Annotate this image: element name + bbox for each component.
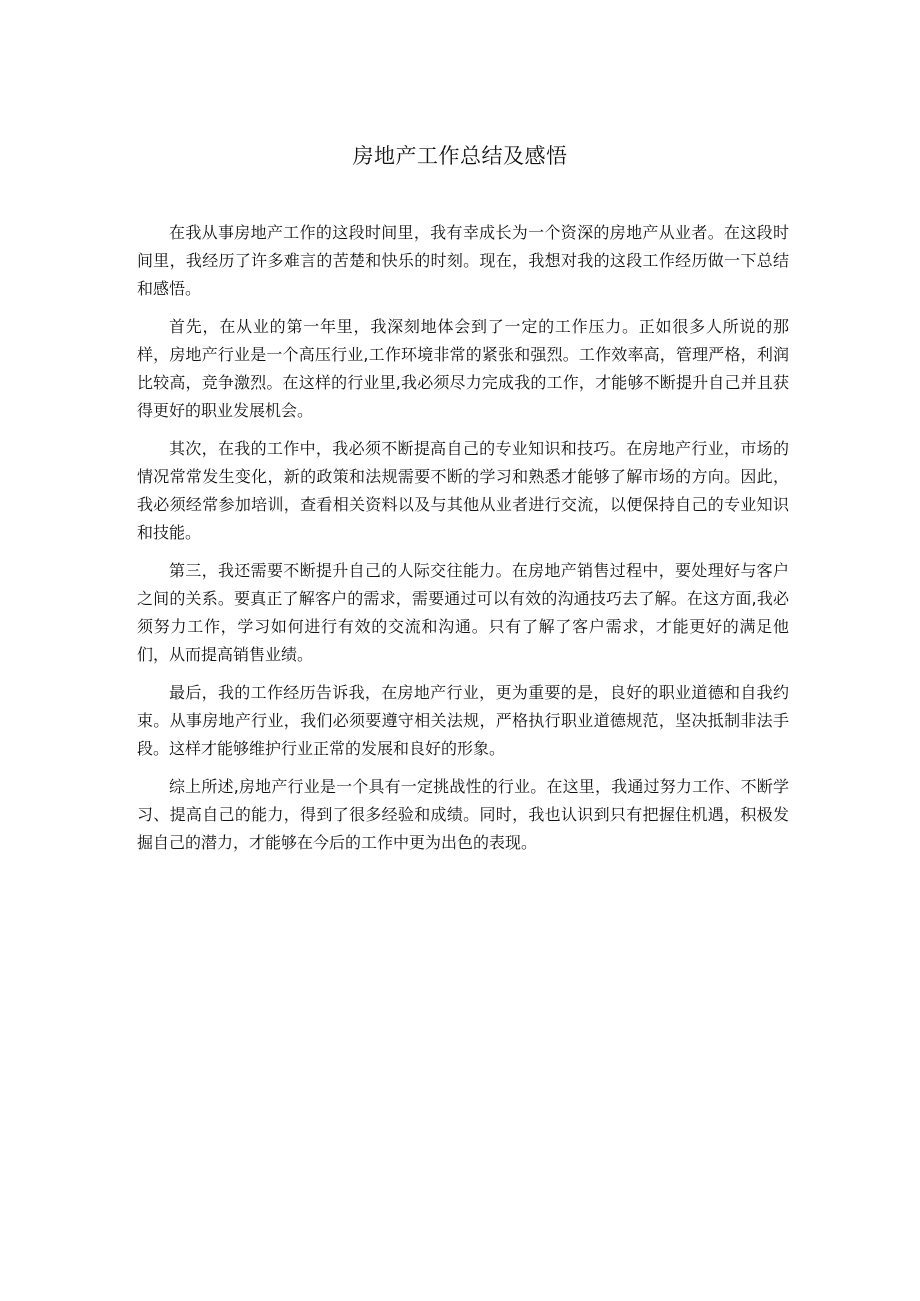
paragraph-conclusion: 综上所述,房地产行业是一个具有一定挑战性的行业。在这里，我通过努力工作、不断学习、提高自己的能力，得到了很多经验和成绩。同时，我也认识到只有把握住机遇，积极发掘自己的潜力，才能够在今后的工作中更为出色的表现。	[137, 777, 789, 852]
paragraph-second: 其次，在我的工作中，我必须不断提高自己的专业知识和技巧。在房地产行业，市场的情况常常发生变化，新的政策和法规需要不断的学习和熟悉才能够了解市场的方向。因此，我必须经常参加培训，查看相关资料以及与其他从业者进行交流，以便保持自己的专业知识和技能。	[137, 439, 789, 542]
paragraph-first: 首先，在从业的第一年里，我深刻地体会到了一定的工作压力。正如很多人所说的那样，房地产行业是一个高压行业,工作环境非常的紧张和强烈。工作效率高，管理严格，利润比较高，竞争激烈。在这样的行业里,我必须尽力完成我的工作，才能够不断提升自己并且获得更好的职业发展机会。	[137, 317, 789, 420]
paragraph-finally: 最后，我的工作经历告诉我，在房地产行业，更为重要的是，良好的职业道德和自我约束。从事房地产行业，我们必须要遵守相关法规，严格执行职业道德规范，坚决抵制非法手段。这样才能够维护行业正常的发展和良好的形象。	[137, 683, 789, 758]
document-title: 房地产工作总结及感悟	[352, 144, 568, 168]
paragraph-intro: 在我从事房地产工作的这段时间里，我有幸成长为一个资深的房地产从业者。在这段时间里，我经历了许多难言的苦楚和快乐的时刻。现在，我想对我的这段工作经历做一下总结和感悟。	[137, 223, 789, 298]
document-body	[137, 219, 789, 867]
paragraph-third: 第三，我还需要不断提升自己的人际交往能力。在房地产销售过程中，要处理好与客户之间的关系。要真正了解客户的需求，需要通过可以有效的沟通技巧去了解。在这方面,我必须努力工作，学习如何进行有效的交流和沟通。只有了解了客户需求，才能更好的满足他们，从而提高销售业绩。	[137, 561, 789, 664]
